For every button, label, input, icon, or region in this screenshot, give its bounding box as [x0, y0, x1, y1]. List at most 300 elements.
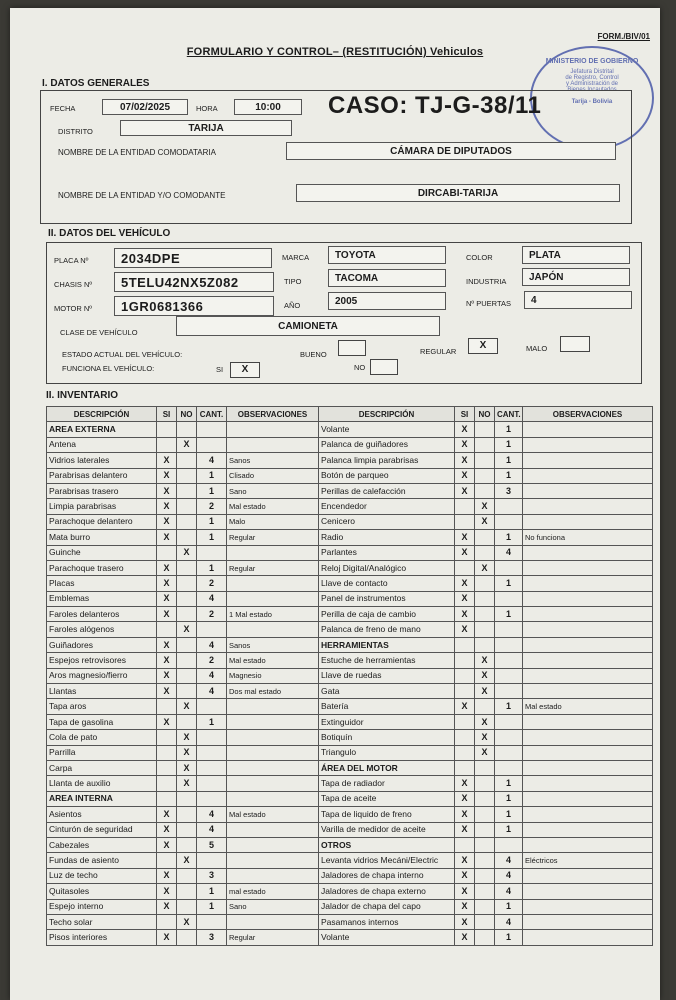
item-observaciones[interactable]: [227, 745, 319, 760]
item-observaciones[interactable]: [227, 576, 319, 591]
item-observaciones[interactable]: Regular: [227, 530, 319, 545]
item-cant[interactable]: [495, 714, 523, 729]
item-no[interactable]: [177, 837, 197, 852]
item-si[interactable]: [455, 637, 475, 652]
item-cant[interactable]: 1: [495, 468, 523, 483]
item-si[interactable]: X: [455, 899, 475, 914]
malo-checkbox[interactable]: [560, 336, 590, 352]
item-si[interactable]: X: [157, 637, 177, 652]
item-observaciones[interactable]: [523, 930, 653, 945]
item-observaciones[interactable]: [523, 653, 653, 668]
industria-field[interactable]: JAPÓN: [522, 268, 630, 286]
item-si[interactable]: X: [157, 930, 177, 945]
item-si[interactable]: [455, 653, 475, 668]
comodante-field[interactable]: DIRCABI-TARIJA: [296, 184, 620, 202]
item-cant[interactable]: 1: [495, 530, 523, 545]
item-observaciones[interactable]: Dos mal estado: [227, 684, 319, 699]
item-no[interactable]: [177, 884, 197, 899]
item-no[interactable]: X: [475, 730, 495, 745]
item-observaciones[interactable]: [227, 622, 319, 637]
item-no[interactable]: [177, 576, 197, 591]
item-observaciones[interactable]: Regular: [227, 560, 319, 575]
item-cant[interactable]: [197, 914, 227, 929]
item-cant[interactable]: 1: [197, 483, 227, 498]
hora-field[interactable]: 10:00: [234, 99, 302, 115]
item-no[interactable]: [475, 422, 495, 437]
item-no[interactable]: [177, 499, 197, 514]
item-no[interactable]: X: [177, 622, 197, 637]
table-row: [47, 807, 653, 822]
item-cant[interactable]: 2: [197, 499, 227, 514]
item-observaciones[interactable]: Magnesio: [227, 668, 319, 683]
item-observaciones[interactable]: [523, 884, 653, 899]
item-si[interactable]: [455, 837, 475, 852]
item-si[interactable]: X: [455, 807, 475, 822]
item-si[interactable]: X: [455, 884, 475, 899]
item-si[interactable]: X: [157, 668, 177, 683]
item-observaciones[interactable]: [227, 776, 319, 791]
item-cant[interactable]: 1: [495, 699, 523, 714]
item-si[interactable]: [455, 684, 475, 699]
item-si[interactable]: [157, 745, 177, 760]
no-checkbox[interactable]: [370, 359, 398, 375]
item-cant[interactable]: [197, 760, 227, 775]
item-observaciones[interactable]: [523, 837, 653, 852]
item-cant[interactable]: 1: [495, 930, 523, 945]
item-no[interactable]: [177, 930, 197, 945]
item-si[interactable]: [455, 760, 475, 775]
item-no[interactable]: [475, 760, 495, 775]
item-description: Faroles delanteros: [47, 607, 157, 622]
item-no[interactable]: [177, 591, 197, 606]
item-cant[interactable]: 1: [197, 899, 227, 914]
item-no[interactable]: [475, 468, 495, 483]
item-cant[interactable]: 4: [197, 807, 227, 822]
item-si[interactable]: [157, 437, 177, 452]
item-observaciones[interactable]: Eléctricos: [523, 853, 653, 868]
si-checkbox[interactable]: X: [230, 362, 260, 378]
item-si[interactable]: X: [157, 807, 177, 822]
item-cant[interactable]: [197, 853, 227, 868]
item-cant[interactable]: 4: [495, 868, 523, 883]
item-observaciones[interactable]: [523, 483, 653, 498]
item-observaciones[interactable]: [227, 914, 319, 929]
item-observaciones[interactable]: [227, 545, 319, 560]
item-no[interactable]: [177, 714, 197, 729]
item-no[interactable]: [475, 637, 495, 652]
item-si[interactable]: [157, 422, 177, 437]
item-cant[interactable]: [495, 591, 523, 606]
item-si[interactable]: X: [157, 607, 177, 622]
item-cant[interactable]: 4: [197, 668, 227, 683]
item-cant[interactable]: [495, 837, 523, 852]
item-observaciones[interactable]: Malo: [227, 514, 319, 529]
item-no[interactable]: [475, 822, 495, 837]
inventory-header-row: [47, 407, 653, 422]
item-no[interactable]: X: [177, 545, 197, 560]
item-cant[interactable]: [197, 545, 227, 560]
item-observaciones[interactable]: Sano: [227, 483, 319, 498]
item-cant[interactable]: [197, 422, 227, 437]
item-si[interactable]: X: [157, 591, 177, 606]
item-observaciones[interactable]: Regular: [227, 930, 319, 945]
item-observaciones[interactable]: [523, 914, 653, 929]
item-si[interactable]: X: [455, 530, 475, 545]
item-no[interactable]: [177, 468, 197, 483]
item-no[interactable]: [475, 545, 495, 560]
item-observaciones[interactable]: [227, 791, 319, 806]
item-si[interactable]: [455, 714, 475, 729]
item-no[interactable]: [475, 914, 495, 929]
item-si[interactable]: X: [157, 714, 177, 729]
item-no[interactable]: X: [177, 853, 197, 868]
item-cant[interactable]: [197, 791, 227, 806]
item-no[interactable]: [177, 653, 197, 668]
item-no[interactable]: X: [177, 745, 197, 760]
item-si[interactable]: X: [157, 576, 177, 591]
table-row: [47, 468, 653, 483]
item-si[interactable]: X: [157, 483, 177, 498]
item-cant[interactable]: 4: [495, 914, 523, 929]
item-cant[interactable]: 1: [495, 453, 523, 468]
item-no[interactable]: X: [177, 914, 197, 929]
item-si[interactable]: X: [455, 437, 475, 452]
item-si[interactable]: X: [157, 560, 177, 575]
item-no[interactable]: X: [475, 684, 495, 699]
item-no[interactable]: X: [475, 745, 495, 760]
item-observaciones[interactable]: [523, 807, 653, 822]
placa-field[interactable]: 2034DPE: [114, 248, 272, 268]
item-si[interactable]: X: [157, 868, 177, 883]
item-no[interactable]: [475, 453, 495, 468]
item-observaciones[interactable]: [523, 591, 653, 606]
item-si[interactable]: [157, 914, 177, 929]
item-si[interactable]: X: [455, 576, 475, 591]
item-cant[interactable]: [197, 622, 227, 637]
item-no[interactable]: [475, 868, 495, 883]
item-cant[interactable]: 1: [495, 822, 523, 837]
fecha-field[interactable]: 07/02/2025: [102, 99, 188, 115]
item-observaciones[interactable]: No funciona: [523, 530, 653, 545]
section-header-cell: AREA INTERNA: [47, 791, 157, 806]
motor-field[interactable]: 1GR0681366: [114, 296, 274, 316]
item-si[interactable]: X: [455, 453, 475, 468]
item-si[interactable]: [157, 622, 177, 637]
item-observaciones[interactable]: [227, 699, 319, 714]
item-cant[interactable]: [197, 730, 227, 745]
item-observaciones[interactable]: Mal estado: [227, 499, 319, 514]
item-no[interactable]: X: [177, 730, 197, 745]
anio-field[interactable]: 2005: [328, 292, 446, 310]
item-no[interactable]: [475, 591, 495, 606]
item-si[interactable]: [157, 853, 177, 868]
item-no[interactable]: [177, 637, 197, 652]
item-si[interactable]: X: [455, 422, 475, 437]
item-no[interactable]: [177, 530, 197, 545]
item-si[interactable]: [157, 760, 177, 775]
marca-field[interactable]: TOYOTA: [328, 246, 446, 264]
item-no[interactable]: [475, 899, 495, 914]
item-cant[interactable]: [495, 730, 523, 745]
item-observaciones[interactable]: [523, 868, 653, 883]
item-observaciones[interactable]: [523, 637, 653, 652]
bueno-checkbox[interactable]: [338, 340, 366, 356]
item-no[interactable]: X: [177, 699, 197, 714]
item-cant[interactable]: 5: [197, 837, 227, 852]
item-cant[interactable]: 1: [495, 899, 523, 914]
item-observaciones[interactable]: [523, 730, 653, 745]
item-observaciones[interactable]: [227, 591, 319, 606]
item-si[interactable]: [455, 730, 475, 745]
item-cant[interactable]: 1: [495, 607, 523, 622]
item-observaciones[interactable]: [523, 499, 653, 514]
distrito-field[interactable]: TARIJA: [120, 120, 292, 136]
item-si[interactable]: [157, 791, 177, 806]
item-no[interactable]: [475, 791, 495, 806]
item-cant[interactable]: 4: [495, 545, 523, 560]
item-si[interactable]: X: [157, 653, 177, 668]
comodataria-field[interactable]: CÁMARA DE DIPUTADOS: [286, 142, 616, 160]
item-no[interactable]: [177, 422, 197, 437]
item-no[interactable]: X: [475, 668, 495, 683]
item-no[interactable]: [177, 514, 197, 529]
item-observaciones[interactable]: [523, 668, 653, 683]
item-observaciones[interactable]: Mal estado: [523, 699, 653, 714]
item-si[interactable]: [455, 499, 475, 514]
item-cant[interactable]: 4: [495, 853, 523, 868]
item-si[interactable]: X: [455, 868, 475, 883]
item-cant[interactable]: [495, 745, 523, 760]
item-cant[interactable]: 1: [197, 530, 227, 545]
item-observaciones[interactable]: [523, 760, 653, 775]
item-si[interactable]: [455, 560, 475, 575]
item-cant[interactable]: 1: [197, 560, 227, 575]
item-no[interactable]: [475, 607, 495, 622]
item-cant[interactable]: 1: [197, 514, 227, 529]
item-cant[interactable]: 2: [197, 576, 227, 591]
item-observaciones[interactable]: [227, 730, 319, 745]
item-si[interactable]: X: [455, 791, 475, 806]
item-cant[interactable]: 1: [495, 576, 523, 591]
item-observaciones[interactable]: Mal estado: [227, 807, 319, 822]
item-si[interactable]: X: [455, 591, 475, 606]
item-no[interactable]: X: [475, 560, 495, 575]
item-cant[interactable]: 4: [197, 637, 227, 652]
item-si[interactable]: [455, 668, 475, 683]
item-cant[interactable]: [495, 514, 523, 529]
item-cant[interactable]: [495, 499, 523, 514]
item-observaciones[interactable]: Mal estado: [227, 653, 319, 668]
item-observaciones[interactable]: [523, 791, 653, 806]
item-si[interactable]: [455, 745, 475, 760]
item-observaciones[interactable]: mal estado: [227, 884, 319, 899]
item-no[interactable]: [475, 530, 495, 545]
item-si[interactable]: [455, 514, 475, 529]
item-observaciones[interactable]: [227, 822, 319, 837]
item-no[interactable]: [475, 437, 495, 452]
item-si[interactable]: X: [157, 822, 177, 837]
item-cant[interactable]: 3: [197, 930, 227, 945]
distrito-label: DISTRITO: [58, 127, 93, 136]
item-observaciones[interactable]: Sano: [227, 899, 319, 914]
item-no[interactable]: [475, 483, 495, 498]
item-cant[interactable]: 1: [197, 884, 227, 899]
item-cant[interactable]: 1: [197, 468, 227, 483]
item-cant[interactable]: 3: [197, 868, 227, 883]
item-cant[interactable]: [495, 668, 523, 683]
item-cant[interactable]: 1: [495, 437, 523, 452]
item-observaciones[interactable]: [523, 576, 653, 591]
item-observaciones[interactable]: [523, 453, 653, 468]
item-cant[interactable]: [495, 637, 523, 652]
tipo-field[interactable]: TACOMA: [328, 269, 446, 287]
item-si[interactable]: X: [157, 453, 177, 468]
table-row: [47, 637, 653, 652]
item-no[interactable]: [475, 853, 495, 868]
item-observaciones[interactable]: [227, 853, 319, 868]
item-no[interactable]: [177, 668, 197, 683]
item-no[interactable]: [475, 884, 495, 899]
item-cant[interactable]: 1: [495, 422, 523, 437]
item-observaciones[interactable]: [227, 837, 319, 852]
item-no[interactable]: [177, 791, 197, 806]
item-si[interactable]: X: [455, 930, 475, 945]
item-observaciones[interactable]: [523, 622, 653, 637]
item-si[interactable]: [157, 776, 177, 791]
item-no[interactable]: [475, 930, 495, 945]
item-si[interactable]: X: [157, 530, 177, 545]
item-cant[interactable]: [495, 760, 523, 775]
item-si[interactable]: X: [157, 468, 177, 483]
item-cant[interactable]: [495, 653, 523, 668]
item-no[interactable]: [475, 837, 495, 852]
item-si[interactable]: X: [157, 837, 177, 852]
item-no[interactable]: [177, 807, 197, 822]
item-cant[interactable]: 4: [495, 884, 523, 899]
item-observaciones[interactable]: Clisado: [227, 468, 319, 483]
item-si[interactable]: [157, 545, 177, 560]
item-observaciones[interactable]: [523, 514, 653, 529]
item-no[interactable]: X: [475, 514, 495, 529]
item-cant[interactable]: [495, 622, 523, 637]
item-observaciones[interactable]: [523, 560, 653, 575]
chasis-field[interactable]: 5TELU42NX5Z082: [114, 272, 274, 292]
item-cant[interactable]: 3: [495, 483, 523, 498]
item-si[interactable]: X: [455, 853, 475, 868]
item-observaciones[interactable]: Sanos: [227, 637, 319, 652]
item-observaciones[interactable]: [523, 745, 653, 760]
item-si[interactable]: X: [455, 545, 475, 560]
item-observaciones[interactable]: [523, 822, 653, 837]
item-cant[interactable]: 4: [197, 453, 227, 468]
item-cant[interactable]: [197, 699, 227, 714]
item-no[interactable]: X: [177, 437, 197, 452]
item-observaciones[interactable]: [227, 868, 319, 883]
item-observaciones[interactable]: [523, 422, 653, 437]
item-cant[interactable]: [197, 745, 227, 760]
item-observaciones[interactable]: [523, 714, 653, 729]
item-no[interactable]: [475, 699, 495, 714]
item-si[interactable]: X: [157, 684, 177, 699]
item-cant[interactable]: 4: [197, 684, 227, 699]
item-no[interactable]: [475, 576, 495, 591]
item-no[interactable]: X: [475, 499, 495, 514]
item-cant[interactable]: 1: [495, 807, 523, 822]
item-si[interactable]: [157, 699, 177, 714]
item-observaciones[interactable]: 1 Mal estado: [227, 607, 319, 622]
item-no[interactable]: [177, 684, 197, 699]
item-observaciones[interactable]: [523, 607, 653, 622]
item-cant[interactable]: 4: [197, 591, 227, 606]
item-cant[interactable]: [495, 560, 523, 575]
item-no[interactable]: [475, 807, 495, 822]
item-observaciones[interactable]: [523, 437, 653, 452]
item-cant[interactable]: 1: [495, 791, 523, 806]
item-observaciones[interactable]: [227, 760, 319, 775]
item-no[interactable]: [177, 560, 197, 575]
item-no[interactable]: [177, 607, 197, 622]
item-si[interactable]: X: [157, 514, 177, 529]
item-no[interactable]: X: [177, 760, 197, 775]
item-no[interactable]: X: [177, 776, 197, 791]
item-si[interactable]: X: [455, 776, 475, 791]
item-cant[interactable]: 4: [197, 822, 227, 837]
item-observaciones[interactable]: [227, 437, 319, 452]
clase-field[interactable]: CAMIONETA: [176, 316, 440, 336]
item-observaciones[interactable]: [523, 776, 653, 791]
item-cant[interactable]: 2: [197, 607, 227, 622]
color-field[interactable]: PLATA: [522, 246, 630, 264]
item-no[interactable]: [475, 622, 495, 637]
item-observaciones[interactable]: [523, 684, 653, 699]
item-observaciones[interactable]: [227, 714, 319, 729]
item-si[interactable]: [157, 730, 177, 745]
item-cant[interactable]: [197, 776, 227, 791]
item-si[interactable]: X: [455, 607, 475, 622]
item-no[interactable]: [177, 483, 197, 498]
item-no[interactable]: X: [475, 653, 495, 668]
item-cant[interactable]: 1: [495, 776, 523, 791]
item-si[interactable]: X: [455, 699, 475, 714]
item-cant[interactable]: [197, 437, 227, 452]
item-si[interactable]: X: [455, 622, 475, 637]
item-no[interactable]: [177, 453, 197, 468]
item-si[interactable]: X: [157, 884, 177, 899]
item-cant[interactable]: 1: [197, 714, 227, 729]
item-si[interactable]: X: [455, 914, 475, 929]
item-si[interactable]: X: [455, 483, 475, 498]
item-si[interactable]: X: [455, 822, 475, 837]
item-cant[interactable]: 2: [197, 653, 227, 668]
item-si[interactable]: X: [455, 468, 475, 483]
item-si[interactable]: X: [157, 899, 177, 914]
item-observaciones[interactable]: [523, 545, 653, 560]
regular-checkbox[interactable]: X: [468, 338, 498, 354]
item-no[interactable]: [475, 776, 495, 791]
item-observaciones[interactable]: [227, 422, 319, 437]
item-no[interactable]: X: [475, 714, 495, 729]
item-observaciones[interactable]: [523, 899, 653, 914]
item-observaciones[interactable]: [523, 468, 653, 483]
puertas-field[interactable]: 4: [524, 291, 632, 309]
item-cant[interactable]: [495, 684, 523, 699]
comodataria-label: NOMBRE DE LA ENTIDAD COMODATARIA: [58, 148, 216, 157]
item-no[interactable]: [177, 899, 197, 914]
item-observaciones[interactable]: Sanos: [227, 453, 319, 468]
item-si[interactable]: X: [157, 499, 177, 514]
item-no[interactable]: [177, 822, 197, 837]
item-no[interactable]: [177, 868, 197, 883]
